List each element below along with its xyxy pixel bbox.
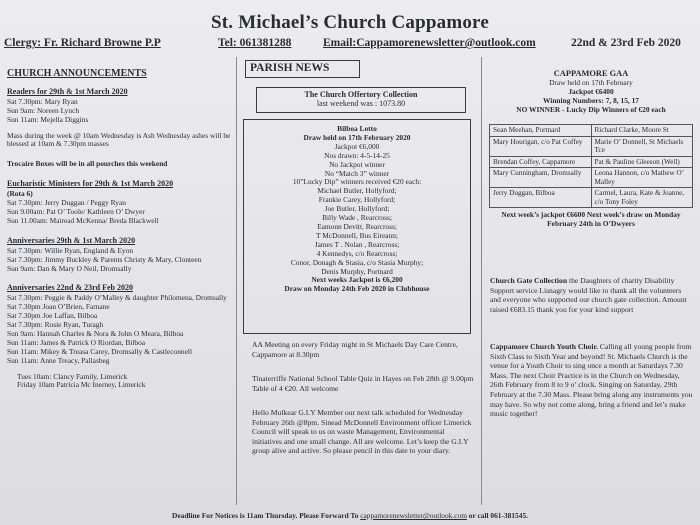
table-row [490,125,693,137]
bilboa-lotto-box [243,119,471,334]
list-item: Sun 11am: James & Patrick O Riordan, Bilboa [7,337,146,347]
lotto-line: Joe Butler, Hollyford; [324,204,390,214]
list-item: Sun 11.00am: Mairead McKenna/ Breda Blackwell [7,215,159,225]
ministers-rota: (Rota 6) [7,189,33,199]
list-item: Sun 11am: Mikey & Treasa Carey, Dromsally & Castleconnell [7,346,193,356]
choir-text: Calling all young people from Sixth Class to Sixth Year and beyond! St. Michaels Church is the venue for a Youth Choir to sing once a month at Saturdays 7.30 Mass. The next Choir Practice is in the Church on Wednesday, 26th February from 8 to 9 o’ clock. Singing on Saturday, 29th February at the 7.30 Mass. Please bring along any instruments you may have. So why not come along, bring a friend and let’s make music together! [490,342,693,419]
winners-table-wrap [489,124,693,228]
list-item: Sat 7.30pm: Rosie Ryan, Turagh [7,320,104,330]
table-row [490,168,693,188]
table-cell: Marie O’ Donnell, St Michaels Tce [591,136,693,156]
table-quiz-notice: Tinaterriffe National School Table Quiz in Hayes on Feb 28th @ 9.00pm Table of 4 €20. All welcome [252,374,474,393]
lotto-line: 4 Kennedys, c/o Rearcross; [316,248,398,258]
page-title: St. Michael’s Church Cappamore [211,12,489,33]
gaa-draw-date: Draw held on 17th February [549,77,633,87]
table-cell: Mary Hourigan, c/o Pat Coffey [490,136,592,156]
gaa-lucky-dip: NO WINNER - Lucky Dip Winners of €20 each [516,104,666,114]
gate-text: the Daughters of charity Disability Support service Lisnagry would like to thank all the volunteers and everyone who supported our church gate collection. Amount raised €683.15 thank you for your kind support [490,276,687,314]
lotto-title: Bilboa Lotto [337,124,377,133]
cappamore-gaa-section [489,70,693,115]
column-divider [236,57,237,505]
table-cell: Pat & Pauline Gleeson (Well) [591,156,693,168]
table-row [490,136,693,156]
lotto-next-draw: Draw on Monday 24th Feb 2020 in Clubhouse [284,284,430,294]
lotto-line: Frankie Carey, Hollyford; [318,195,396,205]
list-item: Friday 10am Patricia Mc Inerney, Limerick [17,380,146,390]
table-cell: Mary Cunningham, Dromsally [490,168,592,188]
date-label: 22nd & 23rd Feb 2020 [571,37,681,49]
anniversaries-title: Anniversaries 29th & 1st March 2020 [7,235,136,245]
ash-wednesday-notice: Mass during the week @ 10am Wednesday is Ash Wednesday ashes will be blessed at 10am & 7.30pm masses [7,130,231,149]
church-gate-collection [490,276,693,314]
youth-choir-notice [490,342,693,419]
table-row [490,188,693,208]
lotto-next-jackpot: Next weeks Jackpot is €6,200 [311,275,403,285]
giy-notice: Hello Mulkear G.I.Y Member our next talk scheduled for Wednesday February 26th @8pm. Sinead McDonnell Environment officer Limerick Council will speak to us on waste Management, Environmental initiatives and one small change. All are welcome. Let’s keep the G.I.Y group alive and active. So please pencil in this date to your diary. [252,408,472,456]
list-item: Sun 9.00am: Pat O’ Toole/ Kathleen O’ Dwyer [7,206,145,216]
table-cell: Leona Hannon, c/o Mathew O’ Malley [591,168,693,188]
column-divider [481,57,482,505]
lotto-line: No “Match 3” winner [324,168,390,178]
lotto-line: Eamonn Devitt, Rearcross; [317,221,397,231]
church-announcements [7,70,231,390]
lotto-line: Jackpot €6,000 [334,141,380,151]
announcements-heading: CHURCH ANNOUNCEMENTS [7,68,147,79]
table-cell: Brendan Coffey, Cappamore [490,156,592,168]
list-item: Sat 7.30pm Joe Laffan, Bilboa [7,311,98,321]
table-cell: Jerry Duggan, Bilboa [490,188,592,208]
lotto-line: No Jackpot winner [329,159,385,169]
gaa-title: CAPPAMORE GAA [553,69,629,78]
aa-meeting-notice: AA Meeting on every Friday night in St Michaels Day Care Centre, Cappamore at 8.30pm [252,340,458,359]
list-item: Sun 11am: Anne Treacy, Pallasbeg [7,355,110,365]
ministers-title: Eucharistic Ministers for 29th & 1st March 2020 [7,179,174,189]
gaa-jackpot: Jackpot €6400 [568,86,614,96]
telephone-label: Tel: 061381288 [218,37,292,49]
table-row [490,156,693,168]
lotto-line: T McDonnell, Bus Eireann; [316,230,398,240]
anniversaries-title: Anniversaries 22nd & 23rd Feb 2020 [7,283,133,293]
list-item: Sat 7.30pm: Jerry Duggan / Peggy Ryan [7,198,126,208]
list-item: Sat 7.30pm: Willie Ryan, England & Eyon [7,245,134,255]
collection-title: The Church Offertory Collection [304,90,418,99]
gaa-numbers: Winning Numbers: 7, 8, 15, 17 [543,95,639,105]
readers-title: Readers for 29th & 1st March 2020 [7,86,128,96]
lotto-line: Nos drawn: 4-5-14-25 [324,150,390,160]
winners-table [489,124,693,208]
list-item: Sun 9am: Noreen Lynch [7,105,80,115]
list-item: Sat 7.30pm: Peggie & Paddy O’Malley & daughter Philomena, Dromsally [7,293,227,303]
lotto-line: Conor, Donagh & Stasia, c/o Stasia Murphy; [290,257,424,267]
table-cell: Carmel, Laura, Kate & Joanne, c/o Tony Foley [591,188,693,208]
list-item: Sun 9am: Hannah Charles & Nora & John O Meara, Bilboa [7,328,184,338]
lotto-line: Billy Wade , Rearcross; [322,213,392,223]
list-item: Tues 10am: Clancy Family, Limerick [17,371,128,381]
trocaire-notice: Trocaire Boxes will be in all pourches this weekend [7,159,168,169]
list-item: Sat 7.30pm Joan O’Brien, Farnane [7,302,110,312]
gaa-next-draw: Next week’s jackpot €6600 Next week’s draw on Monday February 24th in O’Dwyers [501,210,681,228]
collection-amount: last weekend was : 1073.80 [316,98,406,108]
list-item: Sat 7.30pm: Jimmy Buckley & Parents Christy & Mary, Clonteen [7,254,202,264]
offertory-collection-box [256,87,466,113]
lotto-line: Denis Murphy, Portnard [321,266,393,276]
lotto-line: Michael Butler, Hollyford; [317,186,397,196]
list-item: Sat 7.30pm: Mary Ryan [7,96,78,106]
list-item: Sun 9am: Dan & Mary O Neil, Dromsally [7,263,132,273]
footer-email-link[interactable]: cappamorenewsletter@outlook.com [360,511,467,520]
footer-deadline: Deadline For Notices is 11am Thursday. Please Forward To cappamorenewsletter@outlook.com or call 061-381545. [172,511,528,520]
parish-news-heading: PARISH NEWS [245,60,360,78]
choir-title: Cappamore Church Youth Choir. [490,342,599,351]
list-item: Sun 11am: Mejella Diggins [7,114,89,124]
lotto-line: Draw held on 17th February 2020 [303,132,411,142]
table-cell: Sean Meehan, Portnard [490,125,592,137]
lotto-line: James T . Nolan , Rearcross; [314,239,400,249]
email-link[interactable]: Email:Cappamorenewsletter@outlook.com [323,37,536,49]
gate-title: Church Gate Collection [490,276,568,285]
lotto-line: 10”Lucky Dip” winners received €20 each: [292,177,422,187]
table-cell: Richard Clarke, Moore St [591,125,693,137]
clergy-label: Clergy: Fr. Richard Browne P.P [4,37,161,49]
